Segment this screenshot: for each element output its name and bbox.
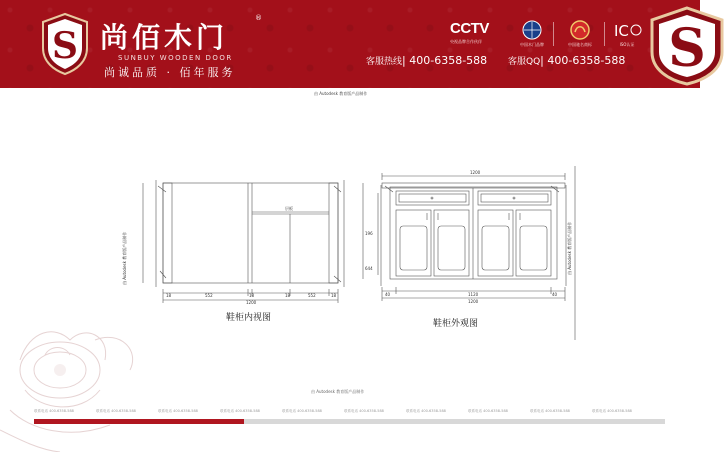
iso-caption: ISO认证 (619, 42, 635, 47)
right-side-panel (329, 183, 338, 283)
left-side-panel (163, 183, 172, 283)
left-dim-1: 552 (205, 293, 213, 298)
door-2 (434, 210, 469, 276)
right-side-dim-0: 196 (365, 231, 373, 236)
left-dim-2: 18 (249, 293, 255, 298)
door-3 (478, 210, 513, 276)
right-vertical-note: 由 Autodesk 教育版产品制作 (567, 221, 572, 275)
brand-english: SUNBUY WOODEN DOOR (118, 54, 233, 62)
left-total-dim: 1200 (246, 300, 257, 305)
right-top-total: 1200 (470, 170, 481, 175)
brand-name: 尚佰木门 (100, 21, 229, 54)
footer-contact-item: 联系电话 400-6358-588 (220, 409, 260, 413)
left-drawer (396, 191, 469, 205)
left-vertical-note: 由 Autodesk 教育版产品制作 (122, 231, 127, 285)
right-drawer (478, 191, 551, 205)
footer-contact-item: 联系电话 400-6358-588 (96, 409, 136, 413)
right-total-dim: 1200 (468, 299, 479, 304)
svg-text:IC: IC (614, 22, 629, 40)
footer-contact-item: 联系电话 400-6358-588 (530, 409, 570, 413)
left-dim-4: 552 (308, 293, 316, 298)
footer-strip (34, 419, 665, 424)
footer-contact-row (34, 409, 665, 415)
footer-strip-grey (244, 419, 665, 424)
hotline-label: 客服热线 (366, 57, 403, 67)
right-cabinet-outline (390, 187, 557, 279)
left-view-caption: 鞋柜内视图 (226, 313, 272, 323)
left-dim-0: 18 (166, 293, 172, 298)
left-cabinet-outline (163, 183, 338, 283)
registered-mark: ® (255, 14, 262, 22)
footer-contact-item: 联系电话 400-6358-588 (34, 409, 74, 413)
autocad-watermark-bottom: 由 Autodesk 教育版产品制作 (311, 389, 365, 394)
right-dim-0: 40 (385, 292, 391, 297)
footer-contact-item: 联系电话 400-6358-588 (406, 409, 446, 413)
footer-contact-item: 联系电话 400-6358-588 (158, 409, 198, 413)
brand-award-caption: 中国木门品牌 (520, 42, 544, 47)
right-dim-1: 1120 (468, 292, 479, 297)
left-dim-5: 18 (331, 293, 337, 298)
cctv-logo-text: CCTV (450, 20, 489, 37)
footer-strip-red (34, 419, 244, 424)
qq-label: 客服QQ (508, 57, 541, 67)
corner-logo-letter: S (668, 18, 706, 79)
right-dim-2: 40 (552, 292, 558, 297)
brand-slogan: 尚诚品质 · 佰年服务 (104, 66, 236, 79)
left-dim-3: 18 (285, 293, 291, 298)
right-side-dim-1: 644 (365, 266, 373, 271)
qq-number: 400-6358-588 (547, 54, 626, 67)
door-4 (516, 210, 551, 276)
cctv-caption: 央视品牌合作伙伴 (450, 39, 482, 44)
footer-contact-item: 联系电话 400-6358-588 (468, 409, 508, 413)
footer-contact-item: 联系电话 400-6358-588 (344, 409, 384, 413)
qq-contact: 客服QQ| 400-6358-588 (508, 54, 626, 67)
right-view-caption: 鞋柜外观图 (433, 319, 479, 329)
hotline-number: 400-6358-588 (409, 54, 488, 67)
famous-trademark-caption: 中国驰名商标 (568, 42, 592, 47)
hotline-contact: 客服热线| 400-6358-588 (366, 54, 488, 67)
footer-contact-item: 联系电话 400-6358-588 (592, 409, 632, 413)
door-1 (396, 210, 431, 276)
left-inner-label: 层板 (285, 206, 293, 211)
footer-contact-item: 联系电话 400-6358-588 (282, 409, 322, 413)
logo-letter: S (52, 25, 78, 67)
autocad-watermark-top: 由 Autodesk 教育版产品制作 (314, 91, 368, 96)
